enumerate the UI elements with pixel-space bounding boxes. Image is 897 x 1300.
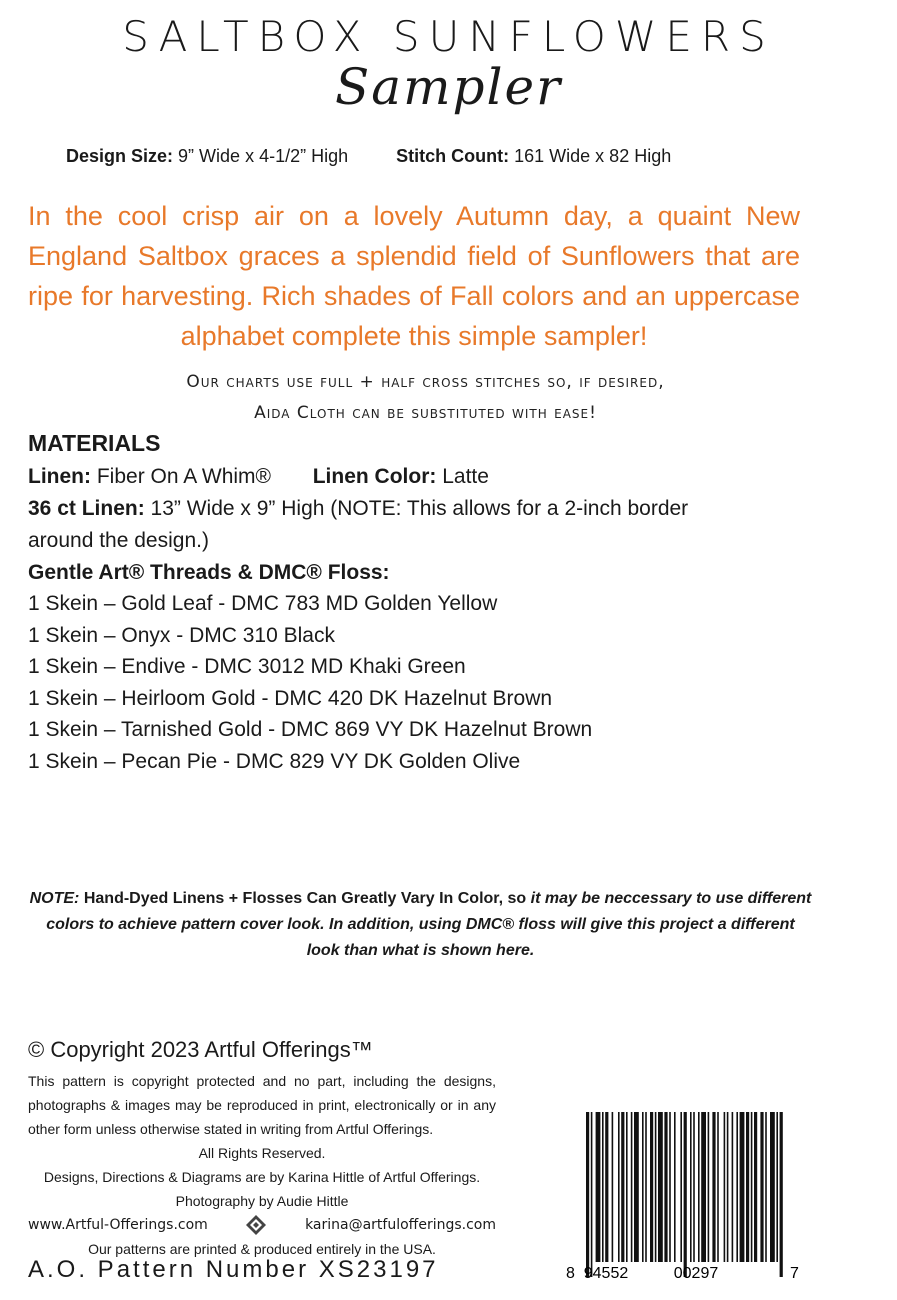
barcode-digit-right: 7 — [790, 1265, 799, 1282]
stitch-note-line-1: Our charts use full + half cross stitches so, if desired, — [186, 372, 665, 392]
barcode-digits-group-2: 00297 — [673, 1265, 719, 1282]
barcode-bar — [736, 1112, 738, 1262]
barcode-bar — [605, 1112, 608, 1262]
barcode — [560, 1112, 805, 1287]
linen-line — [28, 461, 489, 492]
barcode-bar — [727, 1112, 729, 1262]
barcode-bar — [650, 1112, 653, 1262]
stitch-note-line-2: Aida Cloth can be substituted with ease! — [254, 403, 597, 423]
linen-size-line — [28, 493, 688, 524]
barcode-bar — [645, 1112, 647, 1262]
design-size-label: Design Size: — [66, 146, 174, 166]
barcode-bar — [618, 1112, 620, 1262]
barcode-bar — [708, 1112, 710, 1262]
copyright-block — [28, 1069, 496, 1261]
barcode-bar — [690, 1112, 692, 1262]
email-link[interactable]: karina@artfulofferings.com — [305, 1217, 496, 1233]
rights-text: All Rights Reserved. — [198, 1145, 326, 1161]
barcode-bar — [684, 1112, 687, 1277]
linen-color-value: Latte — [442, 465, 489, 488]
barcode-bar — [751, 1112, 753, 1262]
pattern-number: A.O. Pattern Number XS23197 — [28, 1256, 439, 1283]
color-note — [28, 886, 813, 964]
barcode-digits-group-1: 94552 — [583, 1265, 629, 1282]
barcode-bar — [754, 1112, 757, 1262]
floss-item: 1 Skein – Heirloom Gold - DMC 420 DK Hazelnut Brown — [28, 686, 553, 710]
floss-item: 1 Skein – Tarnished Gold - DMC 869 VY DK Hazelnut Brown — [28, 718, 593, 742]
pattern-subtitle: Sampler — [335, 58, 562, 116]
barcode-bar — [664, 1112, 667, 1262]
design-specs — [66, 146, 671, 167]
floss-list — [28, 588, 592, 778]
barcode-bar — [746, 1112, 749, 1262]
copyright-body: This pattern is copyright protected and no part, including the designs, photographs & images may be reproduced in print, electronically or in any other form unless otherwise stated in writing from Artful Offerings. — [28, 1073, 496, 1137]
barcode-bar — [586, 1112, 589, 1277]
pattern-title: SALTBOX SUNFLOWERS — [122, 12, 775, 61]
barcode-bar — [765, 1112, 767, 1262]
note-text-2: it may be neccessary to use different colors to achieve pattern cover look. In addition, using DMC® floss will give this project a different look than what is shown here. — [46, 890, 812, 959]
materials-heading: MATERIALS — [28, 430, 161, 456]
barcode-bar — [776, 1112, 778, 1262]
barcode-bar — [693, 1112, 695, 1262]
note-label: NOTE: — [29, 890, 80, 907]
linen-ct-label: 36 ct Linen: — [28, 497, 145, 520]
barcode-bar — [658, 1112, 663, 1262]
linen-ct-value: 13” Wide x 9” High (NOTE: This allows for a 2-inch border — [150, 497, 689, 520]
stitch-count-value: 161 Wide x 82 High — [514, 146, 672, 166]
barcode-bar — [626, 1112, 628, 1262]
barcode-bar — [701, 1112, 706, 1262]
floss-item: 1 Skein – Onyx - DMC 310 Black — [28, 623, 335, 647]
barcode-bar — [621, 1112, 624, 1262]
floss-item: 1 Skein – Pecan Pie - DMC 829 VY DK Golden Olive — [28, 749, 521, 773]
barcode-bar — [591, 1112, 593, 1277]
linen-color-label: Linen Color: — [312, 465, 437, 488]
barcode-bar — [680, 1112, 682, 1262]
photography-credit: Photography by Audie Hittle — [175, 1193, 349, 1209]
stitch-count-label: Stitch Count: — [396, 146, 510, 166]
linen-label: Linen: — [28, 465, 91, 488]
threads-heading: Gentle Art® Threads & DMC® Floss: — [28, 561, 390, 584]
intro-paragraph: In the cool crisp air on a lovely Autumn day, a quaint New England Saltbox graces a splendid field of Sunflowers that are ripe for harvesting. Rich shades of Fall colors and an uppercase alphabet complete this simple sampler! — [28, 201, 800, 351]
floss-item: 1 Skein – Gold Leaf - DMC 783 MD Golden Yellow — [28, 592, 498, 615]
designer-credit: Designs, Directions & Diagrams are by Karina Hittle of Artful Offerings. — [43, 1169, 481, 1185]
barcode-bar — [634, 1112, 639, 1262]
printed-in-usa: Our patterns are printed & produced entirely in the USA. — [88, 1241, 436, 1257]
barcode-bar — [674, 1112, 676, 1262]
barcode-bar — [717, 1112, 719, 1262]
barcode-bar — [596, 1112, 601, 1262]
website-link[interactable]: www.Artful-Offerings.com — [28, 1217, 208, 1233]
design-size-value: 9” Wide x 4-1/2” High — [178, 146, 349, 166]
barcode-bar — [642, 1112, 644, 1262]
barcode-bar — [602, 1112, 604, 1262]
barcode-bar — [760, 1112, 763, 1262]
barcode-bar — [669, 1112, 671, 1262]
barcode-digit-left: 8 — [566, 1265, 575, 1282]
floss-item: 1 Skein – Endive - DMC 3012 MD Khaki Green — [28, 655, 466, 679]
copyright-heading: © Copyright 2023 Artful Offerings™ — [28, 1037, 373, 1062]
barcode-bar — [698, 1112, 700, 1262]
contact-line — [28, 1213, 496, 1237]
barcode-bar — [780, 1112, 783, 1277]
diamond-ornament-icon — [245, 1214, 267, 1236]
barcode-bar — [712, 1112, 715, 1262]
linen-value: Fiber On A Whim® — [96, 465, 272, 488]
barcode-bar — [740, 1112, 745, 1262]
barcode-bar — [655, 1112, 657, 1262]
barcode-bar — [732, 1112, 734, 1262]
note-text-1: Hand-Dyed Linens + Flosses Can Greatly Vary In Color, so — [83, 890, 527, 907]
barcode-bar — [631, 1112, 633, 1262]
linen-size-line-2: around the design.) — [28, 529, 209, 552]
barcode-bar — [724, 1112, 726, 1262]
barcode-bar — [612, 1112, 614, 1262]
barcode-bar — [770, 1112, 775, 1262]
